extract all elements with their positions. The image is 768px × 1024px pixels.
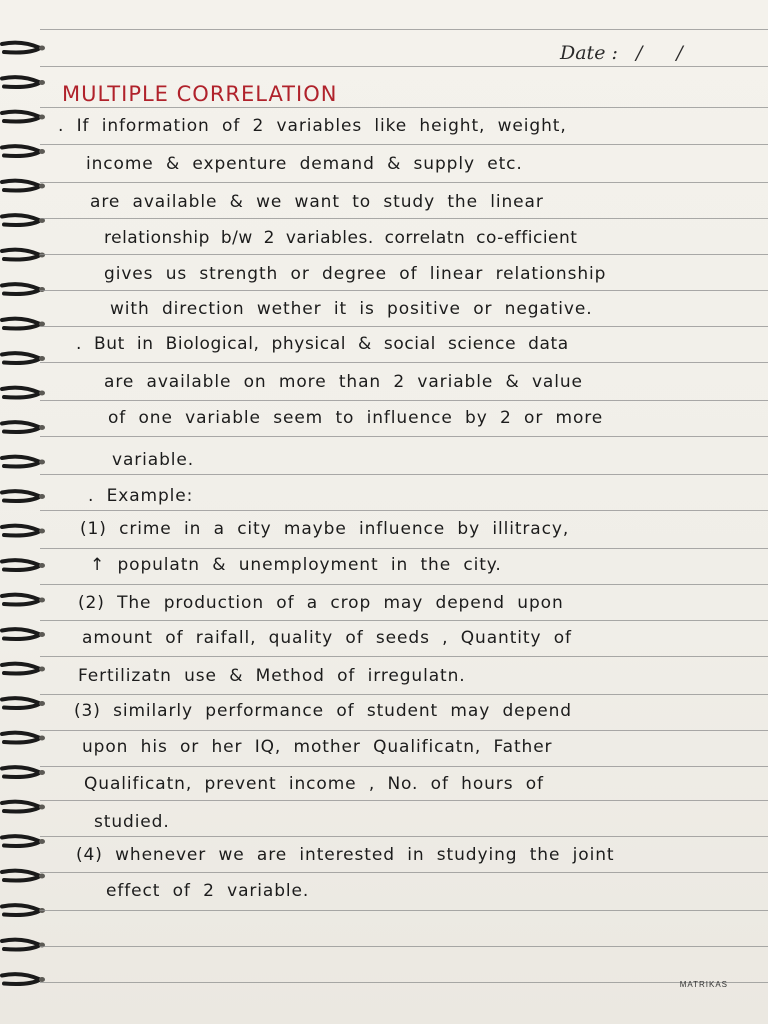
ruled-line [40, 910, 768, 911]
spiral-coil [2, 595, 40, 605]
ruled-line [40, 800, 768, 801]
text-line: (1) crime in a city maybe influence by illitracy, [80, 519, 570, 539]
spiral-coil [2, 664, 40, 674]
spiral-coil [2, 836, 40, 846]
ruled-line [40, 66, 768, 67]
text-line: effect of 2 variable. [106, 881, 310, 901]
text-line: with direction wether it is positive or negative. [110, 299, 593, 319]
spiral-coil [2, 767, 40, 777]
text-line: variable. [112, 450, 195, 470]
binding-hole [39, 149, 45, 154]
text-line: studied. [94, 812, 170, 832]
spiral-coil [2, 940, 40, 950]
binding-hole [39, 80, 45, 85]
ruled-line [40, 584, 768, 585]
ruled-line [40, 694, 768, 695]
binding-hole [39, 115, 45, 120]
spiral-coil [2, 250, 40, 260]
ruled-line [40, 730, 768, 731]
ruled-line [40, 510, 768, 511]
spiral-coil [2, 112, 40, 122]
ruled-line [40, 946, 768, 947]
spiral-coil [2, 215, 40, 225]
date-field [560, 42, 697, 64]
ruled-line [40, 218, 768, 219]
text-line: relationship b/w 2 variables. correlatn co-efficient [104, 228, 578, 248]
ruled-line [40, 254, 768, 255]
binding-hole [39, 425, 45, 430]
binding-hole [39, 356, 45, 361]
text-line: are available on more than 2 variable & value [104, 372, 583, 392]
ruled-line [40, 656, 768, 657]
text-line: amount of raifall, quality of seeds , Quantity of [82, 628, 572, 648]
text-line: Fertilizatn use & Method of irregulatn. [78, 666, 466, 686]
text-line: upon his or her IQ, mother Qualificatn, Father [82, 737, 553, 757]
ruled-line [40, 362, 768, 363]
spiral-coil [2, 560, 40, 570]
ruled-line [40, 436, 768, 437]
spiral-coil [2, 802, 40, 812]
text-line: . If information of 2 variables like height, weight, [58, 116, 567, 136]
ruled-line [40, 107, 768, 108]
text-line: of one variable seem to influence by 2 or more [108, 408, 604, 428]
spiral-coil [2, 422, 40, 432]
spiral-coil [2, 77, 40, 87]
spiral-coil [2, 353, 40, 363]
ruled-line [40, 29, 768, 30]
brand-logo: MATRIKAS [679, 980, 728, 989]
date-slashes: / / [635, 42, 697, 64]
text-line: are available & we want to study the linear [90, 192, 544, 212]
spiral-coil [2, 974, 40, 984]
text-line: (4) whenever we are interested in studying the joint [76, 845, 615, 865]
spiral-coil [2, 733, 40, 743]
text-line: (2) The production of a crop may depend upon [78, 593, 564, 613]
date-label: Date : [560, 42, 618, 64]
binding-hole [39, 391, 45, 396]
ruled-line [40, 290, 768, 291]
binding-hole [39, 701, 45, 706]
ruled-line [40, 620, 768, 621]
spiral-coil [2, 457, 40, 467]
spiral-coil [2, 319, 40, 329]
text-line: ↑ populatn & unemployment in the city. [90, 555, 502, 575]
ruled-line [40, 182, 768, 183]
binding-hole [39, 494, 45, 499]
spiral-coil [2, 284, 40, 294]
binding-hole [39, 770, 45, 775]
ruled-line [40, 982, 768, 983]
binding-hole [39, 460, 45, 465]
spiral-coil [2, 181, 40, 191]
spiral-coil [2, 629, 40, 639]
binding-hole [39, 667, 45, 672]
text-line: . Example: [88, 486, 194, 506]
ruled-line [40, 836, 768, 837]
binding-hole [39, 805, 45, 810]
text-line: income & expenture demand & supply etc. [86, 154, 523, 174]
ruled-line [40, 548, 768, 549]
binding-hole [39, 184, 45, 189]
page-title: MULTIPLE CORRELATION [62, 82, 338, 106]
binding-hole [39, 874, 45, 879]
binding-hole [39, 632, 45, 637]
text-line: (3) similarly performance of student may depend [74, 701, 572, 721]
spiral-coil [2, 871, 40, 881]
binding-hole [39, 46, 45, 51]
spiral-binding [0, 0, 50, 1024]
ruled-line [40, 872, 768, 873]
spiral-coil [2, 146, 40, 156]
binding-hole [39, 736, 45, 741]
spiral-coil [2, 43, 40, 53]
text-line: Qualificatn, prevent income , No. of hours of [84, 774, 544, 794]
spiral-coil [2, 491, 40, 501]
text-line: . But in Biological, physical & social science data [76, 334, 569, 354]
spiral-coil [2, 526, 40, 536]
ruled-line [40, 474, 768, 475]
binding-hole [39, 598, 45, 603]
spiral-coil [2, 388, 40, 398]
ruled-line [40, 326, 768, 327]
ruled-line [40, 144, 768, 145]
spiral-coil [2, 905, 40, 915]
binding-hole [39, 563, 45, 568]
binding-hole [39, 529, 45, 534]
binding-hole [39, 839, 45, 844]
spiral-coils [2, 43, 45, 984]
spiral-coil [2, 698, 40, 708]
text-line: gives us strength or degree of linear relationship [104, 264, 607, 284]
ruled-line [40, 400, 768, 401]
ruled-line [40, 766, 768, 767]
